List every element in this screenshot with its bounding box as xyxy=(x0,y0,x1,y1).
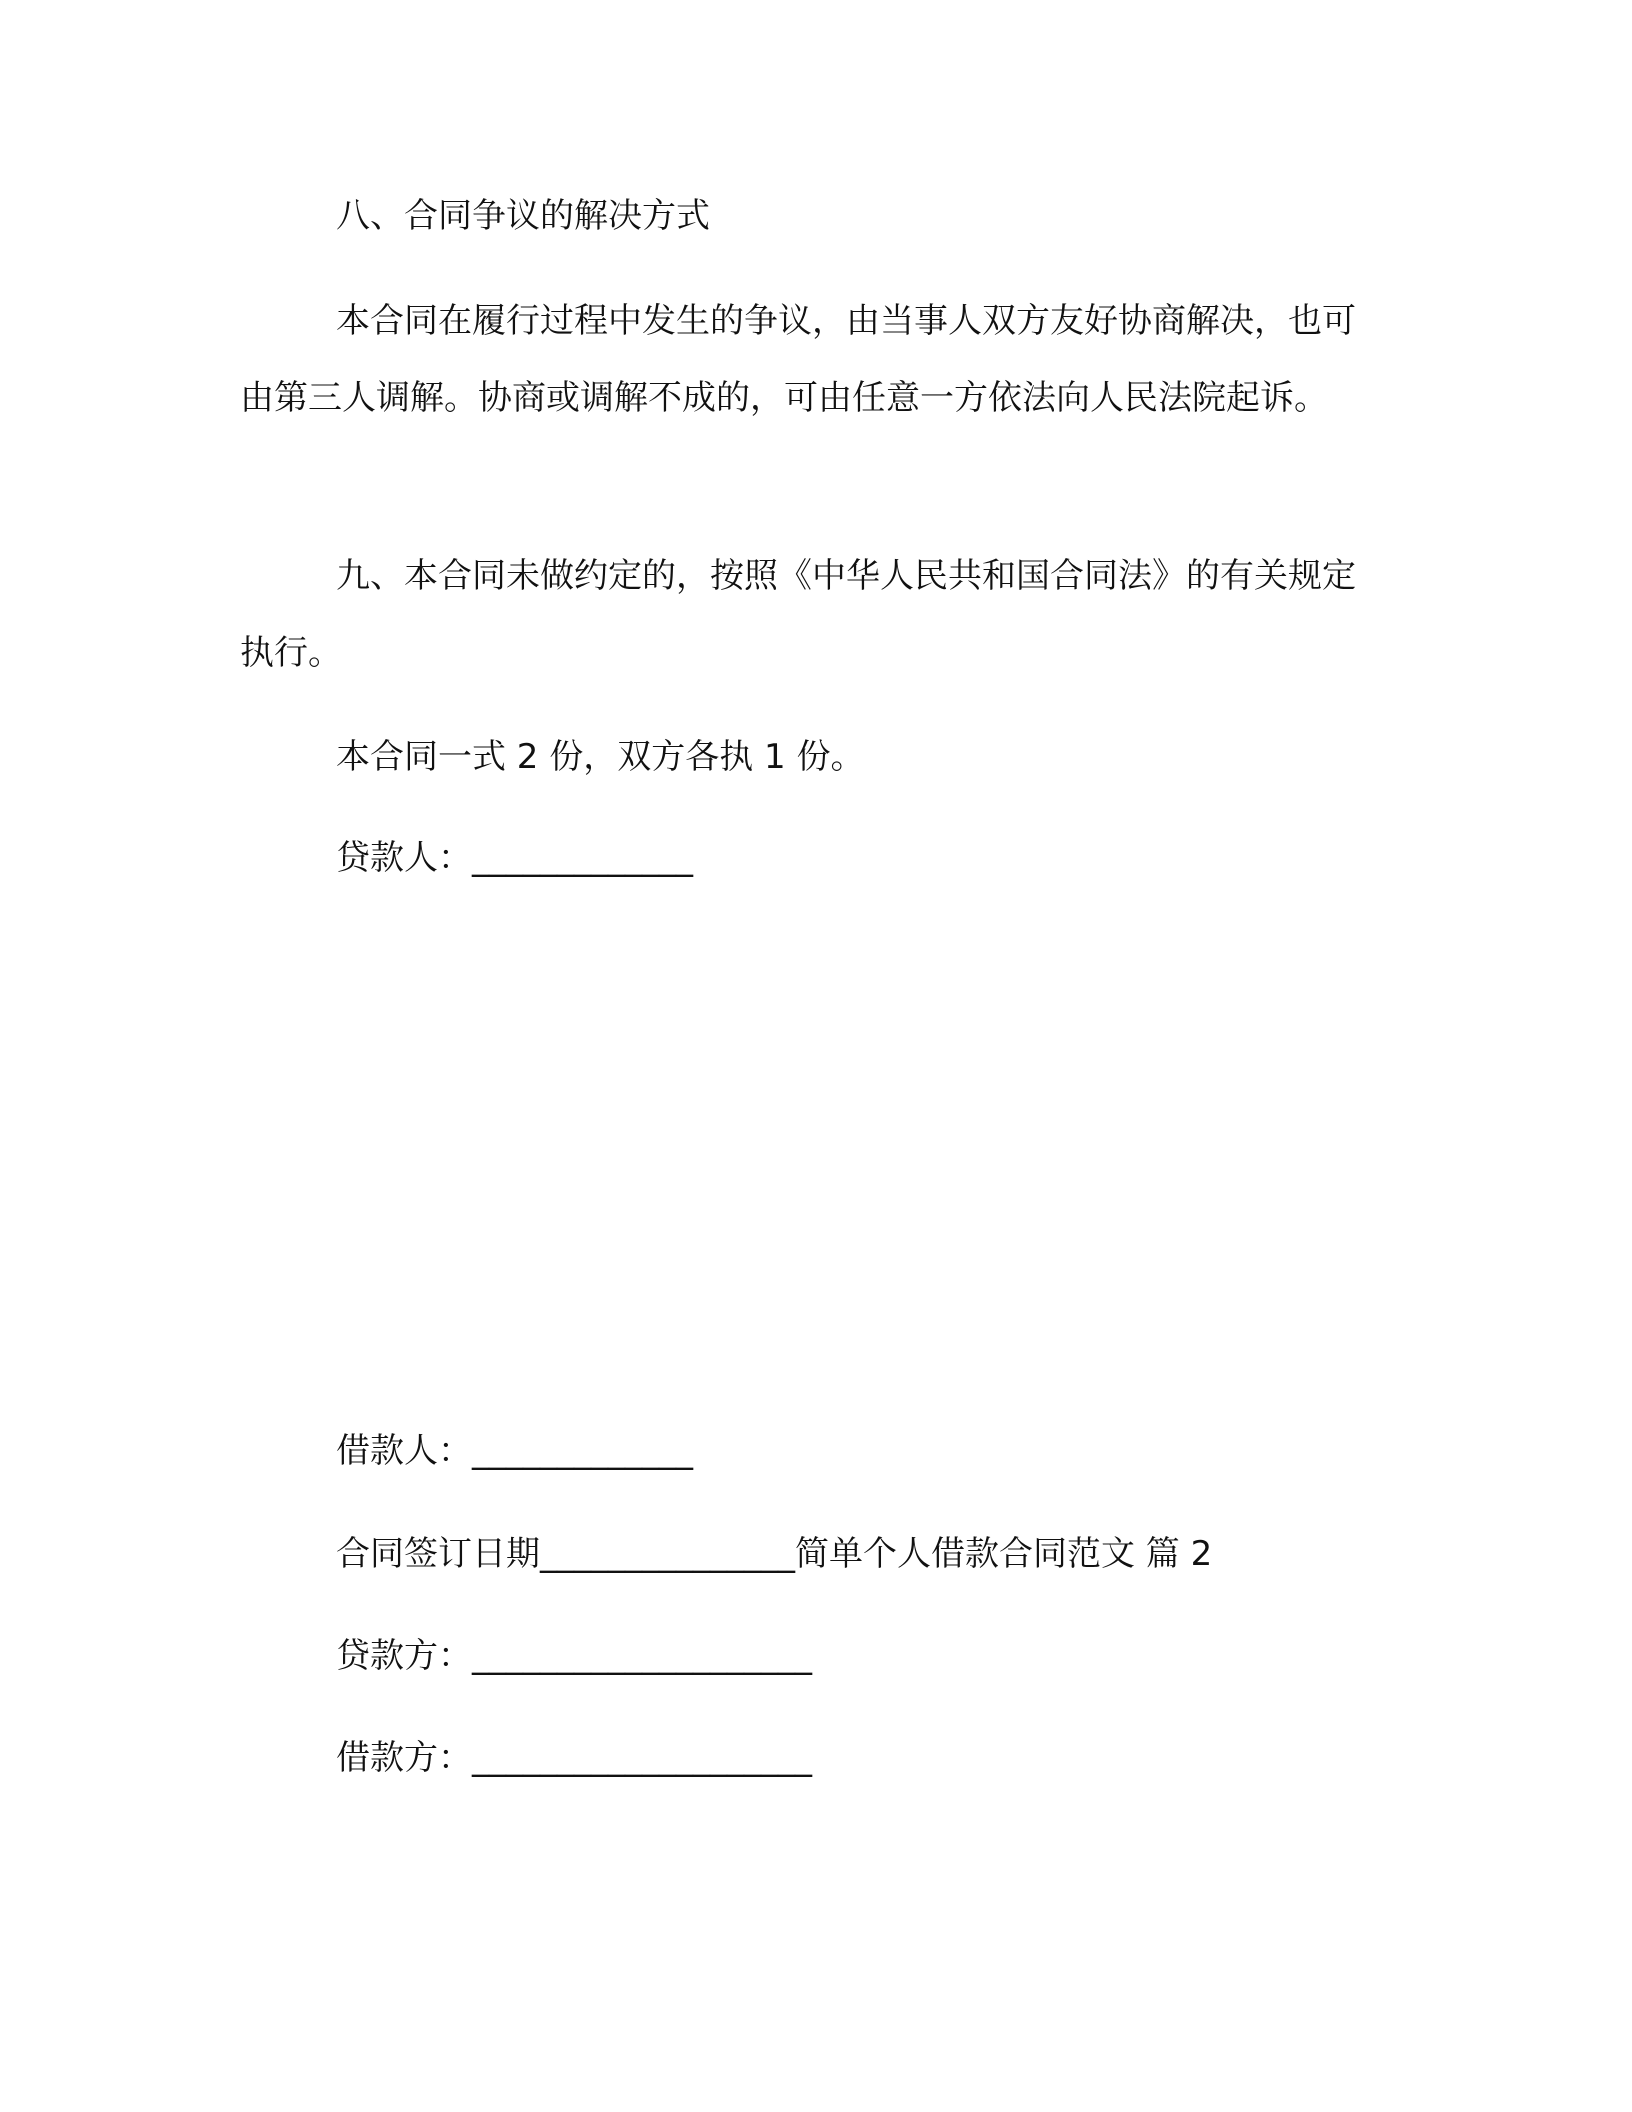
borrower-party-line: 借款方：____________________ xyxy=(336,1738,812,1778)
section-9-paragraph: 九、本合同未做约定的，按照《中华人民共和国合同法》的有关规定执行。 xyxy=(240,556,1356,673)
contract-date-line: 合同签订日期_______________简单个人借款合同范文 篇 2 xyxy=(336,1534,1213,1574)
section-8-heading: 八、合同争议的解决方式 xyxy=(336,196,710,236)
section-8-paragraph: 本合同在履行过程中发生的争议，由当事人双方友好协商解决，也可由第三人调解。协商或调解不成的，可由任意一方依法向人民法院起诉。 xyxy=(240,301,1356,418)
borrower-signature-line: 借款人：_____________ xyxy=(336,1431,693,1471)
lender-signature-line: 贷款人：_____________ xyxy=(336,838,693,878)
lender-party-line: 贷款方：____________________ xyxy=(336,1636,812,1676)
copies-statement: 本合同一式 2 份，双方各执 1 份。 xyxy=(336,737,865,777)
